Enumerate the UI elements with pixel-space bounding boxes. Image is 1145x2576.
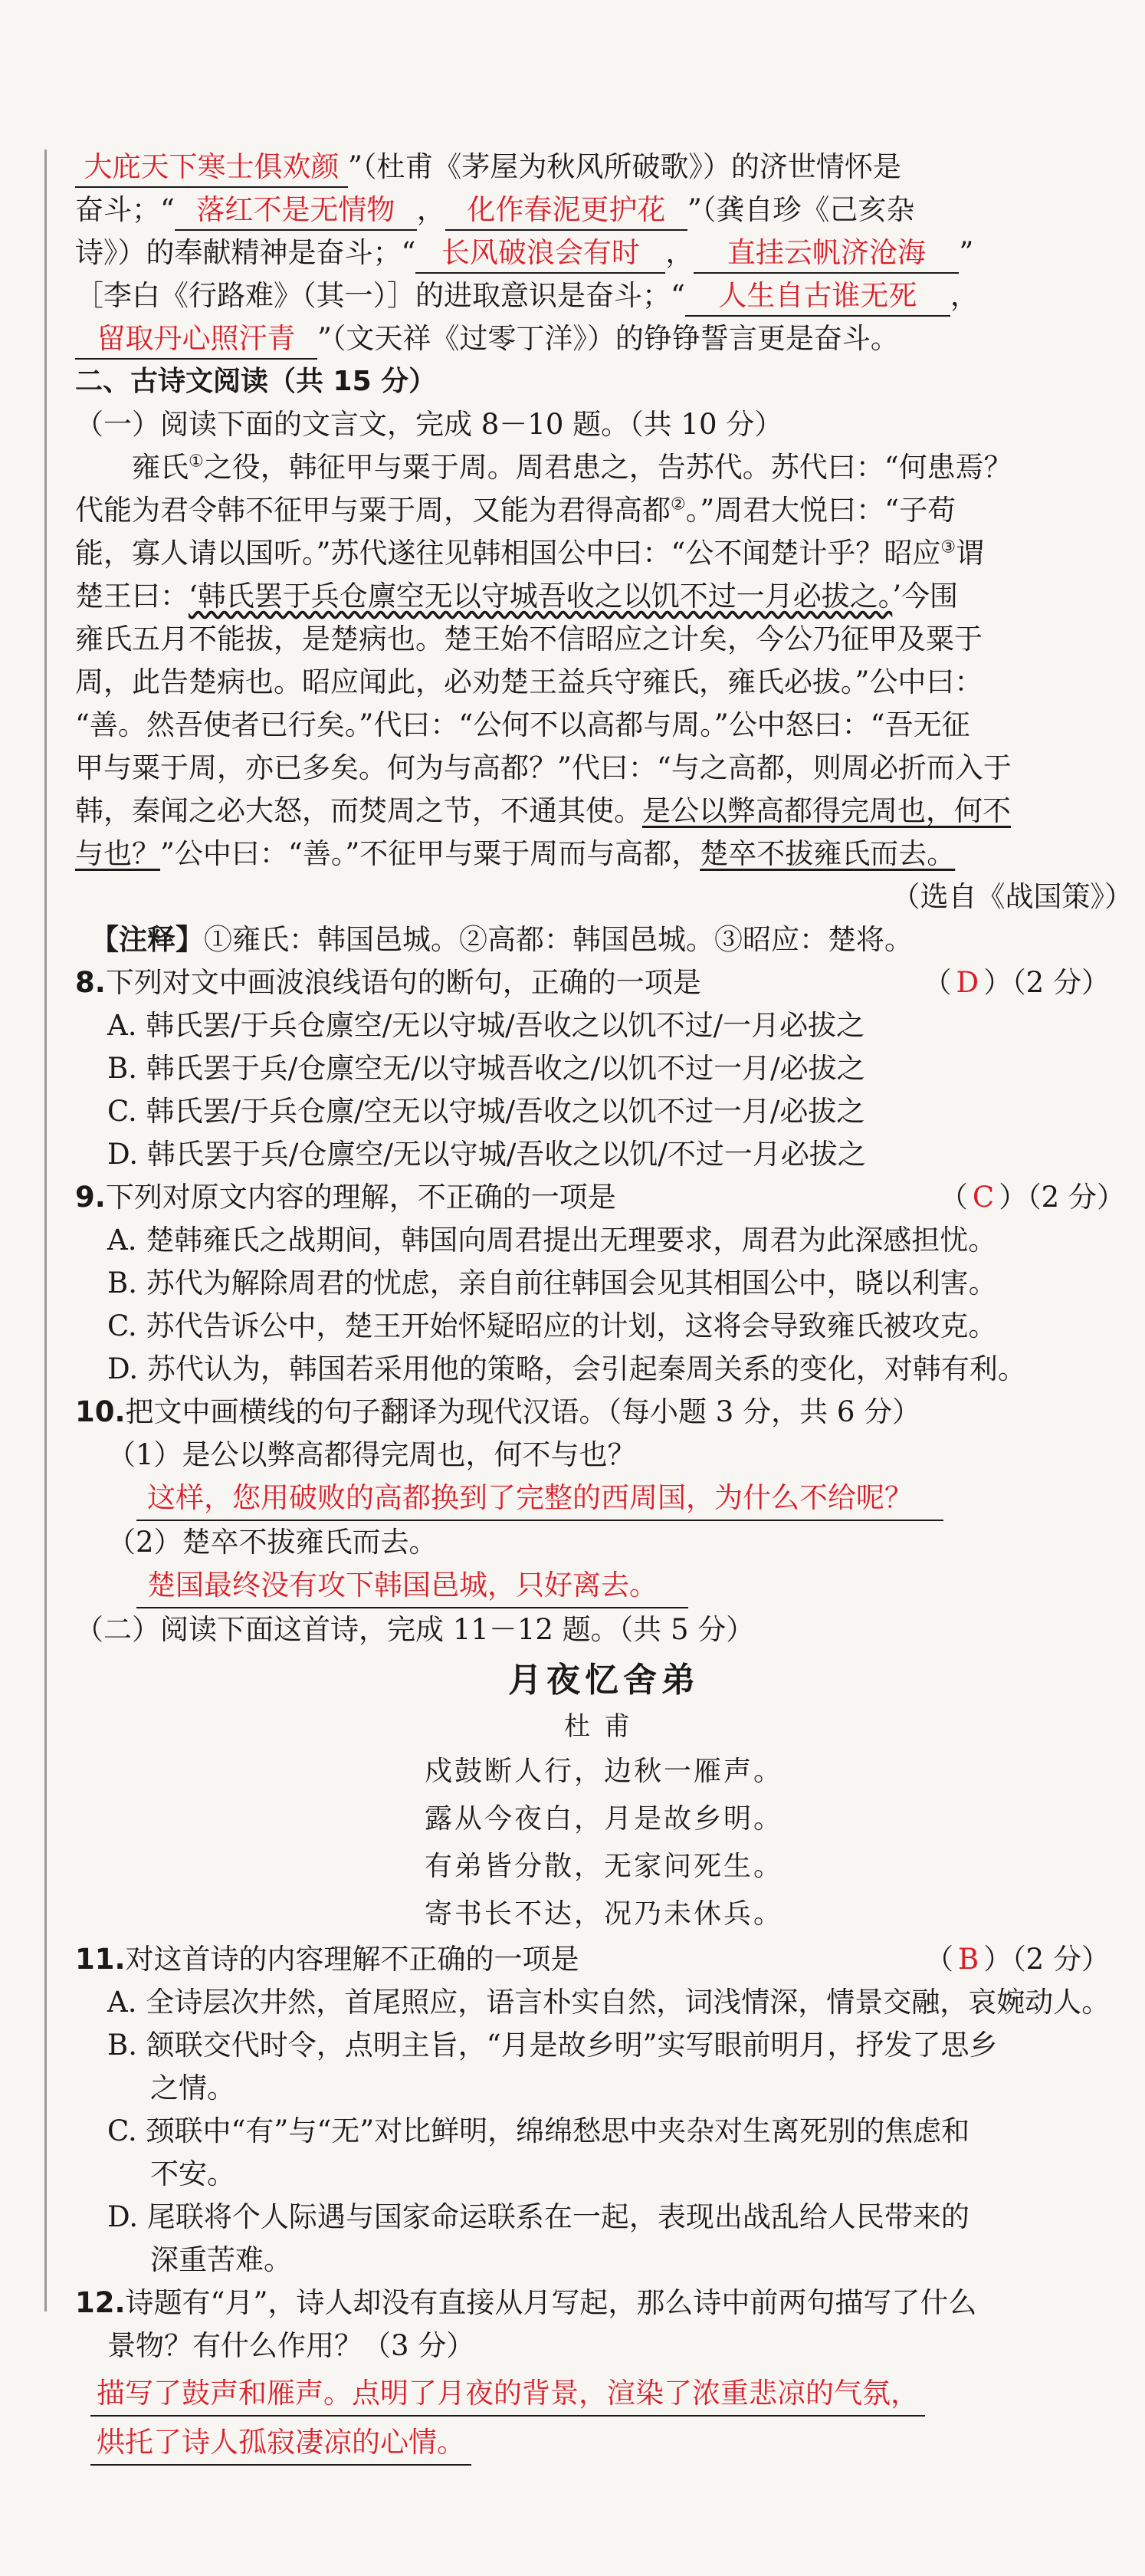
- part2-intro: （二）阅读下面这首诗，完成 11－12 题。（共 5 分）: [75, 1613, 755, 1646]
- fill-blank-2[interactable]: 落红不是无情物: [175, 191, 417, 231]
- fill-blank-7[interactable]: 留取丹心照汗青: [75, 320, 317, 360]
- fill-text: ”: [959, 236, 974, 269]
- passage-line: 雍氏①之役，韩征甲与粟于周。周君患之，告苏代。苏代曰：“何患焉？: [132, 451, 1012, 484]
- answer-q12-1[interactable]: 描写了鼓声和雁声。点明了月夜的背景，渲染了浓重悲凉的气氛，: [90, 2372, 925, 2417]
- fill-blank-4[interactable]: 长风破浪会有时: [415, 234, 665, 274]
- worksheet-page: [75, 146, 1133, 2466]
- passage-line: 与也？”公中曰：“善。”不征甲与粟于周而与高都，楚卒不拔雍氏而去。: [75, 837, 956, 870]
- fill-text: ”（文天祥《过零丁洋》）的铮铮誓言更是奋斗。: [317, 322, 899, 355]
- fill-text: 诗》）的奉献精神是奋斗；“: [75, 236, 416, 269]
- question-12: 12.诗题有“月”，诗人却没有直接从月写起，那么诗中前两句描写了什么: [75, 2286, 977, 2319]
- passage-line: 韩，秦闻之必大怒，而焚周之节，不通其使。是公以弊高都得完周也，何不: [75, 794, 1011, 827]
- fill-blank-5[interactable]: 直挂云帆济沧海: [694, 234, 959, 274]
- fill-text: ［李白《行路难》（其一）］的进取意识是奋斗；“: [75, 279, 685, 312]
- answer-q10-2[interactable]: 楚国最终没有攻下韩国邑城，只好离去。: [136, 1564, 688, 1608]
- poem-line: 寄书长不达，况乃未休兵。: [424, 1898, 783, 1930]
- option[interactable]: C. 韩氏罢/于兵仓廪/空无以守城/吾收之以饥不过一月/必拔之: [107, 1095, 865, 1128]
- option[interactable]: C. 颈联中“有”与“无”对比鲜明，绵绵愁思中夹杂对生离死别的焦虑和: [107, 2114, 970, 2147]
- notes: 【注释】①雍氏：韩国邑城。②高都：韩国邑城。③昭应：楚将。: [90, 923, 913, 956]
- section-heading: 二、古诗文阅读（共 15 分）: [75, 366, 437, 397]
- poem-line: 有弟皆分散，无家问死生。: [424, 1851, 783, 1882]
- poem-line: 戍鼓断人行，边秋一雁声。: [424, 1756, 783, 1787]
- part1-intro: （一）阅读下面的文言文，完成 8－10 题。（共 10 分）: [75, 408, 783, 441]
- option[interactable]: A. 全诗层次井然，首尾照应，语言朴实自然，词浅情深，情景交融，哀婉动人。: [107, 1986, 1111, 2019]
- fill-in-line-3: [75, 232, 1133, 274]
- fill-blank-3[interactable]: 化作春泥更护花: [445, 191, 687, 231]
- option[interactable]: A. 楚韩雍氏之战期间，韩国向周君提出无理要求，周君为此深感担忧。: [107, 1224, 997, 1257]
- answer-q9: C: [972, 1181, 995, 1214]
- q12-answer-line-1: [75, 2367, 1133, 2417]
- q10-sub2: （2）楚卒不拔雍氏而去。: [107, 1526, 438, 1559]
- poem-title: 月夜忆舍弟: [508, 1661, 700, 1700]
- passage-line: 能，寡人请以国听。”苏代遂往见韩相国公中曰：“公不闻楚计乎？昭应③谓: [75, 537, 985, 570]
- fill-text: ，: [665, 236, 694, 269]
- option[interactable]: D. 韩氏罢于兵/仓廪空/无以守城/吾收之以饥/不过一月必拔之: [107, 1138, 866, 1171]
- option[interactable]: B. 韩氏罢于兵/仓廪空无/以守城吾收之/以饥不过一月/必拔之: [107, 1052, 865, 1085]
- option-continued: 不安。: [150, 2157, 235, 2190]
- option-continued: 深重苦难。: [150, 2243, 292, 2276]
- fill-in-line-5: [75, 317, 1133, 360]
- answer-q11: B: [957, 1943, 979, 1976]
- passage-line: 甲与粟于周，亦已多矣。何为与高都？”代曰：“与之高都，则周必折而入于: [75, 751, 1012, 784]
- underlined-sentence-1-end: 与也？: [75, 837, 160, 870]
- fill-text: 奋斗；“: [75, 193, 175, 226]
- passage-line: 雍氏五月不能拔，是楚病也。楚王始不信昭应之计矣，今公乃征甲及粟于: [75, 623, 983, 656]
- fill-blank-6[interactable]: 人生自古谁无死: [685, 277, 950, 317]
- question-12-cont: 景物？有什么作用？（3 分）: [107, 2329, 475, 2362]
- option[interactable]: B. 苏代为解除周君的忧虑，亲自前往韩国会见其相国公中，晓以利害。: [107, 1267, 997, 1300]
- passage-line: 周，此告楚病也。昭应闻此，必劝楚王益兵守雍氏，雍氏必拔。”公中曰：: [75, 665, 983, 698]
- fill-in-line-1: [75, 146, 1133, 189]
- fill-in-line-2: [75, 189, 1133, 232]
- question-8: 8.下列对文中画波浪线语句的断句，正确的一项是 （ D ）（2 分）: [75, 966, 1110, 999]
- option[interactable]: D. 苏代认为，韩国若采用他的策略，会引起秦周关系的变化，对韩有利。: [107, 1352, 1026, 1385]
- fill-text: ，: [950, 279, 979, 312]
- margin-line: [44, 150, 47, 2312]
- poem-line: 露从今夜白，月是故乡明。: [424, 1803, 783, 1835]
- q10-answer-line-2: [75, 1564, 1133, 1608]
- q10-answer-line-1: [75, 1477, 1133, 1521]
- source-citation: （选自《战国策》）: [891, 880, 1133, 913]
- fill-text: ”（龚自珍《己亥杂: [687, 193, 915, 226]
- q12-answer-line-2: [75, 2417, 1133, 2466]
- option-continued: 之情。: [150, 2072, 235, 2104]
- underlined-sentence-2: 楚卒不拔雍氏而去。: [700, 837, 956, 870]
- underlined-sentence-1: 是公以弊高都得完周也，何不: [642, 794, 1011, 827]
- q10-sub1: （1）是公以弊高都得完周也，何不与也？: [107, 1438, 636, 1471]
- poem-author: 杜甫: [564, 1711, 644, 1742]
- question-9: 9.下列对原文内容的理解，不正确的一项是 （ C ）（2 分）: [75, 1181, 1125, 1214]
- question-10: 10.把文中画横线的句子翻译为现代汉语。（每小题 3 分，共 6 分）: [75, 1395, 921, 1428]
- fill-text: ”（杜甫《茅屋为秋风所破歌》）的济世情怀是: [348, 150, 901, 183]
- answer-q10-1[interactable]: 这样，您用破败的高都换到了完整的西周国，为什么不给呢？: [136, 1477, 943, 1521]
- wavy-underlined-sentence: ‘韩氏罢于兵仓廪空无以守城吾收之以饥不过一月必拔之。: [189, 580, 893, 613]
- fill-blank-1[interactable]: 大庇天下寒士俱欢颜: [75, 148, 348, 188]
- answer-q8: D: [956, 966, 979, 999]
- passage-line: 楚王曰：‘韩氏罢于兵仓廪空无以守城吾收之以饥不过一月必拔之。’今围: [75, 580, 959, 613]
- passage-line: 代能为君令韩不征甲与粟于周，又能为君得高都②。”周君大悦曰：“子苟: [75, 494, 956, 527]
- option[interactable]: D. 尾联将个人际遇与国家命运联系在一起，表现出战乱给人民带来的: [107, 2200, 969, 2233]
- option[interactable]: C. 苏代告诉公中，楚王开始怀疑昭应的计划，这将会导致雍氏被攻克。: [107, 1309, 997, 1342]
- fill-in-line-4: [75, 274, 1133, 317]
- answer-q12-2[interactable]: 烘托了诗人孤寂凄凉的心情。: [90, 2421, 471, 2466]
- fill-text: ，: [416, 193, 445, 226]
- passage-line: “善。然吾使者已行矣。”代曰：“公何不以高都与周。”公中怒曰：“吾无征: [75, 708, 970, 741]
- option[interactable]: B. 颔联交代时令，点明主旨，“月是故乡明”实写眼前明月，抒发了思乡: [107, 2029, 998, 2062]
- question-11: 11.对这首诗的内容理解不正确的一项是 （ B ）（2 分）: [75, 1943, 1110, 1976]
- option[interactable]: A. 韩氏罢/于兵仓廪空/无以守城/吾收之以饥不过/一月必拔之: [107, 1009, 865, 1042]
